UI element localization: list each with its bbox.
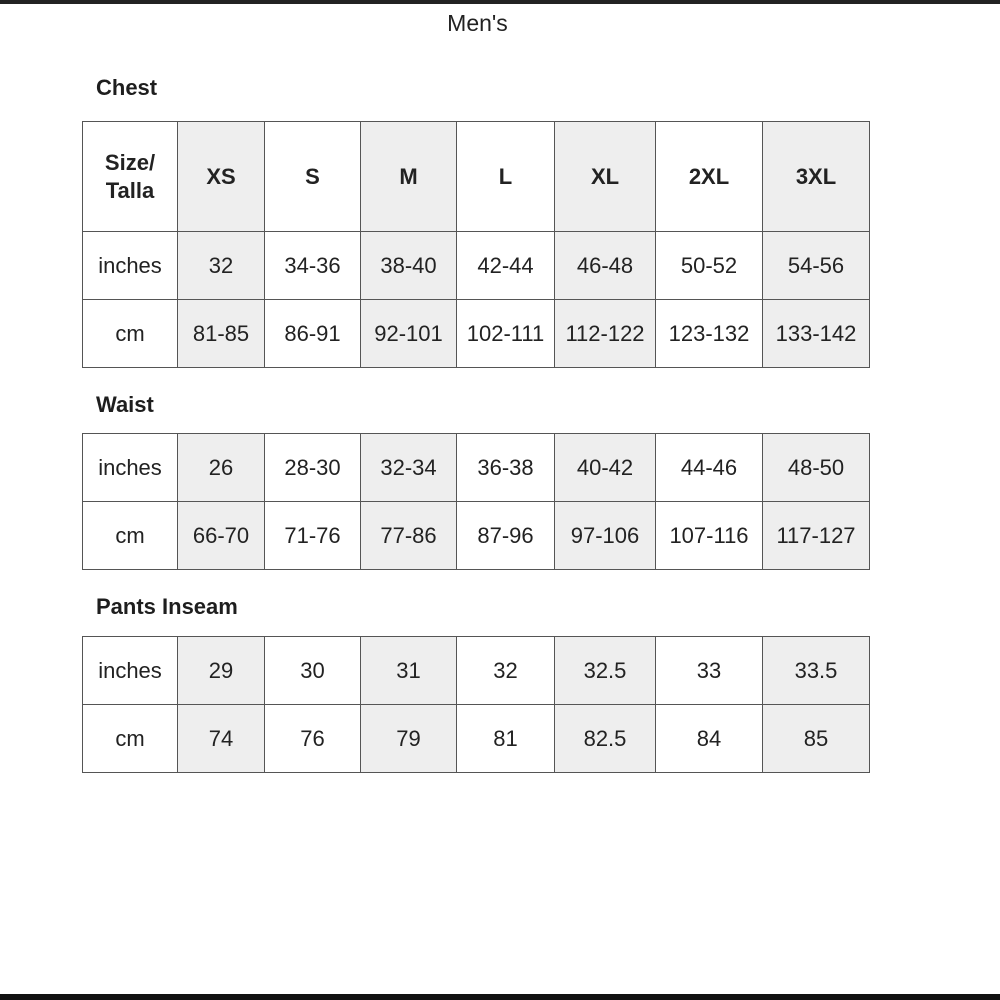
waist-cm-cell: 66-70 bbox=[178, 502, 265, 570]
chest-cm-row bbox=[83, 300, 870, 368]
waist-inches-cell: 32-34 bbox=[361, 434, 457, 502]
row-label-cm: cm bbox=[83, 502, 178, 570]
inseam-cm-cell: 85 bbox=[763, 705, 870, 773]
chest-inches-cell: 42-44 bbox=[457, 232, 555, 300]
size-header-line2: Talla bbox=[105, 177, 155, 203]
size-3xl-header: 3XL bbox=[763, 122, 870, 232]
chest-inches-row bbox=[83, 232, 870, 300]
waist-inches-cell: 48-50 bbox=[763, 434, 870, 502]
inseam-inches-cell: 33 bbox=[656, 637, 763, 705]
chest-cm-cell: 123-132 bbox=[656, 300, 763, 368]
chest-size-row bbox=[83, 122, 870, 232]
bottom-divider bbox=[0, 994, 1000, 1000]
inseam-cm-cell: 81 bbox=[457, 705, 555, 773]
row-label-cm: cm bbox=[83, 300, 178, 368]
chest-cm-cell: 86-91 bbox=[265, 300, 361, 368]
top-divider bbox=[0, 0, 1000, 4]
inseam-inches-cell: 32.5 bbox=[555, 637, 656, 705]
inseam-inches-cell: 29 bbox=[178, 637, 265, 705]
chest-cm-cell: 102-111 bbox=[457, 300, 555, 368]
inseam-section-label: Pants Inseam bbox=[96, 594, 238, 619]
chest-cm-cell: 133-142 bbox=[763, 300, 870, 368]
chest-cm-cell: 81-85 bbox=[178, 300, 265, 368]
inseam-inches-cell: 31 bbox=[361, 637, 457, 705]
size-header-cell bbox=[83, 122, 178, 232]
chest-inches-cell: 38-40 bbox=[361, 232, 457, 300]
waist-inches-cell: 28-30 bbox=[265, 434, 361, 502]
waist-cm-cell: 97-106 bbox=[555, 502, 656, 570]
inseam-table bbox=[82, 636, 870, 773]
inseam-cm-cell: 76 bbox=[265, 705, 361, 773]
size-s-header: S bbox=[265, 122, 361, 232]
waist-cm-row bbox=[83, 502, 870, 570]
chest-table bbox=[82, 121, 870, 368]
size-2xl-header: 2XL bbox=[656, 122, 763, 232]
chest-inches-cell: 34-36 bbox=[265, 232, 361, 300]
inseam-cm-cell: 74 bbox=[178, 705, 265, 773]
size-m-header: M bbox=[361, 122, 457, 232]
inseam-cm-cell: 84 bbox=[656, 705, 763, 773]
waist-inches-cell: 26 bbox=[178, 434, 265, 502]
chest-inches-cell: 50-52 bbox=[656, 232, 763, 300]
page-title: Men's bbox=[447, 10, 508, 36]
waist-table bbox=[82, 433, 870, 570]
inseam-inches-cell: 32 bbox=[457, 637, 555, 705]
chest-cm-cell: 92-101 bbox=[361, 300, 457, 368]
waist-cm-cell: 107-116 bbox=[656, 502, 763, 570]
row-label-inches: inches bbox=[83, 232, 178, 300]
waist-cm-cell: 117-127 bbox=[763, 502, 870, 570]
waist-section-label: Waist bbox=[96, 392, 154, 417]
waist-inches-row bbox=[83, 434, 870, 502]
inseam-inches-row bbox=[83, 637, 870, 705]
inseam-inches-cell: 33.5 bbox=[763, 637, 870, 705]
size-xs-header: XS bbox=[178, 122, 265, 232]
waist-cm-cell: 71-76 bbox=[265, 502, 361, 570]
size-xl-header: XL bbox=[555, 122, 656, 232]
inseam-cm-row bbox=[83, 705, 870, 773]
chest-inches-cell: 54-56 bbox=[763, 232, 870, 300]
inseam-cm-cell: 79 bbox=[361, 705, 457, 773]
waist-inches-cell: 44-46 bbox=[656, 434, 763, 502]
inseam-inches-cell: 30 bbox=[265, 637, 361, 705]
chest-section-label: Chest bbox=[96, 75, 158, 100]
waist-cm-cell: 77-86 bbox=[361, 502, 457, 570]
chest-cm-cell: 112-122 bbox=[555, 300, 656, 368]
waist-cm-cell: 87-96 bbox=[457, 502, 555, 570]
chest-inches-cell: 32 bbox=[178, 232, 265, 300]
waist-inches-cell: 40-42 bbox=[555, 434, 656, 502]
size-l-header: L bbox=[457, 122, 555, 232]
size-header-line1: Size/ bbox=[104, 149, 156, 175]
waist-inches-cell: 36-38 bbox=[457, 434, 555, 502]
row-label-inches: inches bbox=[83, 434, 178, 502]
row-label-inches: inches bbox=[83, 637, 178, 705]
chest-inches-cell: 46-48 bbox=[555, 232, 656, 300]
row-label-cm: cm bbox=[83, 705, 178, 773]
inseam-cm-cell: 82.5 bbox=[555, 705, 656, 773]
